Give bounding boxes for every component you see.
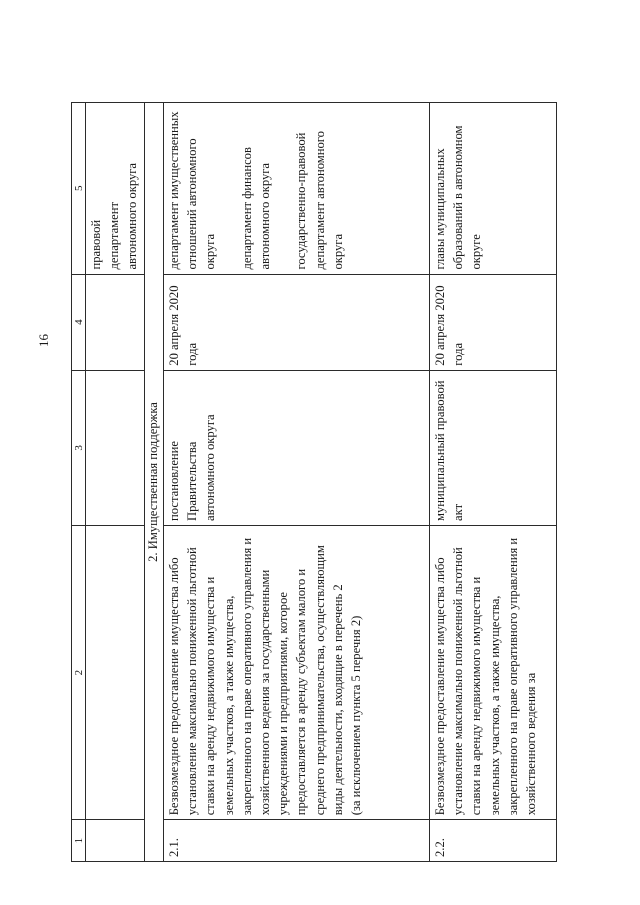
header-cell-2: 2 [72,525,86,819]
section-title: 2. Имущественная поддержка [145,103,164,862]
row-number: 2.1. [164,820,430,862]
header-cell-5: 5 [72,103,86,275]
table-row [164,103,430,862]
row-measure: Безвозмездное предоставление имущества либо установление максимально пониженной льготной ставки на аренду недвижимого имущества и земельных участков, а также имущества, закрепленного на праве оперативного управления и хозяйственного ведения за [430,525,557,819]
continuation-row [86,103,145,862]
row-document: муниципальный правовой акт [430,370,557,525]
row-deadline: 20 апреля 2020 года [164,274,430,370]
row-document: постановление Правительства автономного округа [164,370,430,525]
row-responsible: департамент имущественных отношений автономного округа департамент финансов автономного округа государственно-правовой департамент автономного округа [164,103,430,275]
table-row [430,103,557,862]
continuation-responsible: правовой департамент автономного округа [86,103,145,275]
header-cell-3: 3 [72,370,86,525]
section-row [145,103,164,862]
row-responsible: главы муниципальных образований в автономном округе [430,103,557,275]
header-cell-1: 1 [72,820,86,862]
row-number: 2.2. [430,820,557,862]
rotated-page [71,102,557,862]
measures-table [71,102,557,862]
page-number: 16 [36,334,51,347]
row-deadline: 20 апреля 2020 года [430,274,557,370]
row-measure: Безвозмездное предоставление имущества либо установление максимально пониженной льготной ставки на аренду недвижимого имущества и земельных участков, а также имущества, закрепленного на праве оперативного управления и хозяйственного ведения за государственными учреждениями и предприятиями, которое предоставляется в аренду субъектам малого и среднего предпринимательства, осуществляющим виды деятельности, входящие в перечень 2 (за исключением пункта 5 перечня 2) [164,525,430,819]
header-cell-4: 4 [72,274,86,370]
header-row [72,103,86,862]
